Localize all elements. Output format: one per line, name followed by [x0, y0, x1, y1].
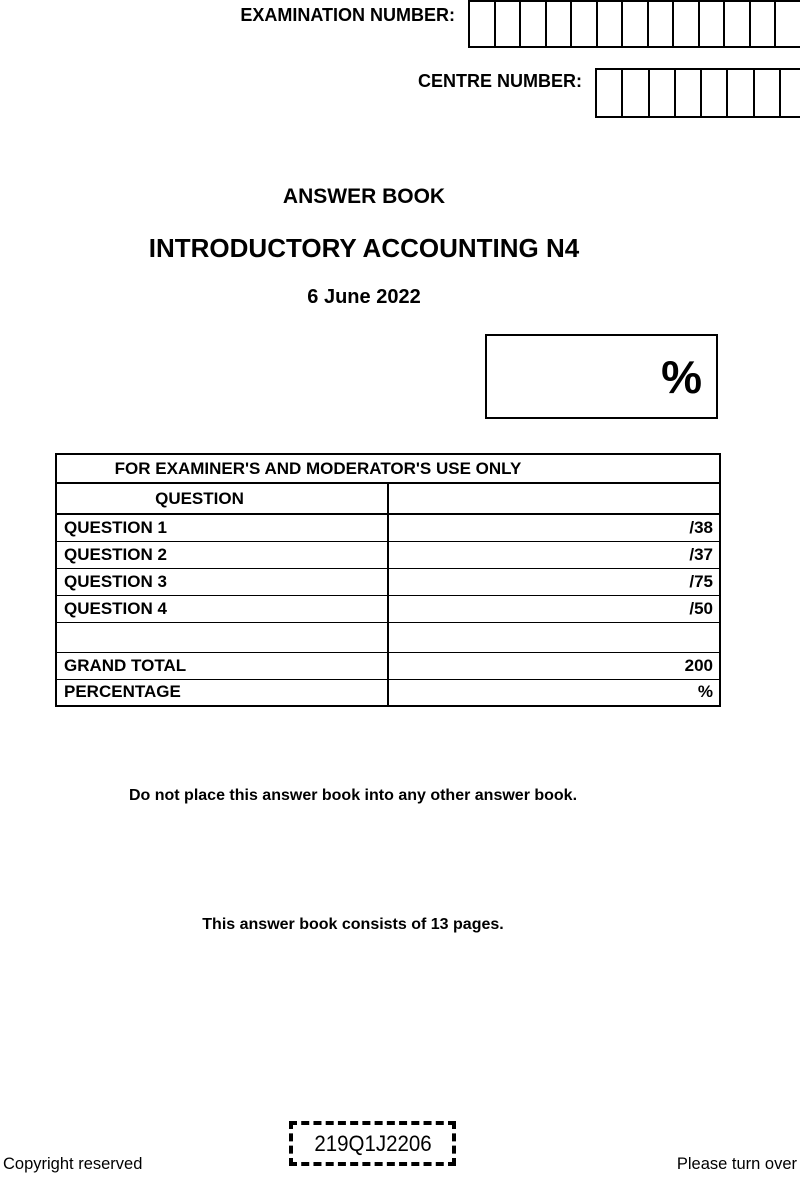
- fill-in-cell: [597, 70, 621, 116]
- copyright-notice: Copyright reserved: [3, 1155, 143, 1173]
- table-body: [56, 514, 720, 706]
- exam-date: 6 June 2022: [307, 286, 421, 308]
- table-title: FOR EXAMINER'S AND MODERATOR'S USE ONLY: [56, 454, 720, 483]
- question-column-header: QUESTION: [56, 483, 388, 514]
- table-row: [56, 568, 720, 595]
- marks-value-cell: %: [388, 679, 720, 706]
- fill-in-cell: [749, 2, 775, 46]
- fill-in-cell: [621, 2, 647, 46]
- fill-in-cell: [647, 2, 673, 46]
- fill-in-cell: [698, 2, 724, 46]
- table-column-header-row: [56, 483, 720, 514]
- question-label-cell: QUESTION 4: [56, 595, 388, 622]
- table-row: [56, 622, 720, 652]
- subject-title: INTRODUCTORY ACCOUNTING N4: [148, 233, 580, 263]
- question-label-cell: QUESTION 2: [56, 541, 388, 568]
- question-label-cell: QUESTION 1: [56, 514, 388, 541]
- fill-in-cell: [723, 2, 749, 46]
- fill-in-cell: [774, 2, 800, 46]
- table-row: [56, 514, 720, 541]
- examination-number-label: EXAMINATION NUMBER:: [240, 5, 455, 25]
- question-label-cell: QUESTION 3: [56, 568, 388, 595]
- percent-symbol: %: [661, 350, 702, 403]
- marks-value-cell: /38: [388, 514, 720, 541]
- table-row: [56, 595, 720, 622]
- fill-in-cell: [545, 2, 571, 46]
- marks-value-cell: [388, 622, 720, 652]
- page-count-notice: This answer book consists of 13 pages.: [202, 916, 504, 933]
- question-label-cell: PERCENTAGE: [56, 679, 388, 706]
- please-turn-over: Please turn over: [676, 1155, 797, 1173]
- answer-book-title: ANSWER BOOK: [282, 185, 446, 208]
- table-row: [56, 541, 720, 568]
- fill-in-cell: [672, 2, 698, 46]
- centre-number-label: CENTRE NUMBER:: [418, 71, 582, 91]
- table-row: [56, 679, 720, 706]
- fill-in-cell: [621, 70, 647, 116]
- fill-in-cell: [596, 2, 622, 46]
- examiner-marks-table: [55, 453, 721, 707]
- paper-code: 219Q1J2206: [313, 1130, 432, 1156]
- fill-in-cell: [570, 2, 596, 46]
- centre-number-grid: [595, 68, 800, 118]
- question-label-cell: [56, 622, 388, 652]
- table-row: [56, 652, 720, 679]
- marks-value-cell: /75: [388, 568, 720, 595]
- fill-in-cell: [674, 70, 700, 116]
- fill-in-cell: [470, 2, 494, 46]
- fill-in-cell: [519, 2, 545, 46]
- table-title-row: [56, 454, 720, 483]
- fill-in-cell: [700, 70, 726, 116]
- fill-in-cell: [648, 70, 674, 116]
- marks-value-cell: /50: [388, 595, 720, 622]
- marks-column-header: [388, 483, 720, 514]
- question-label-cell: GRAND TOTAL: [56, 652, 388, 679]
- marks-value-cell: 200: [388, 652, 720, 679]
- examination-number-grid: [468, 0, 800, 48]
- fill-in-cell: [726, 70, 752, 116]
- marks-value-cell: /37: [388, 541, 720, 568]
- fill-in-cell: [753, 70, 779, 116]
- no-other-book-notice: Do not place this answer book into any other answer book.: [128, 787, 578, 804]
- fill-in-cell: [779, 70, 800, 116]
- fill-in-cell: [494, 2, 520, 46]
- percentage-score-box: [485, 334, 718, 419]
- paper-code-box: [289, 1121, 456, 1166]
